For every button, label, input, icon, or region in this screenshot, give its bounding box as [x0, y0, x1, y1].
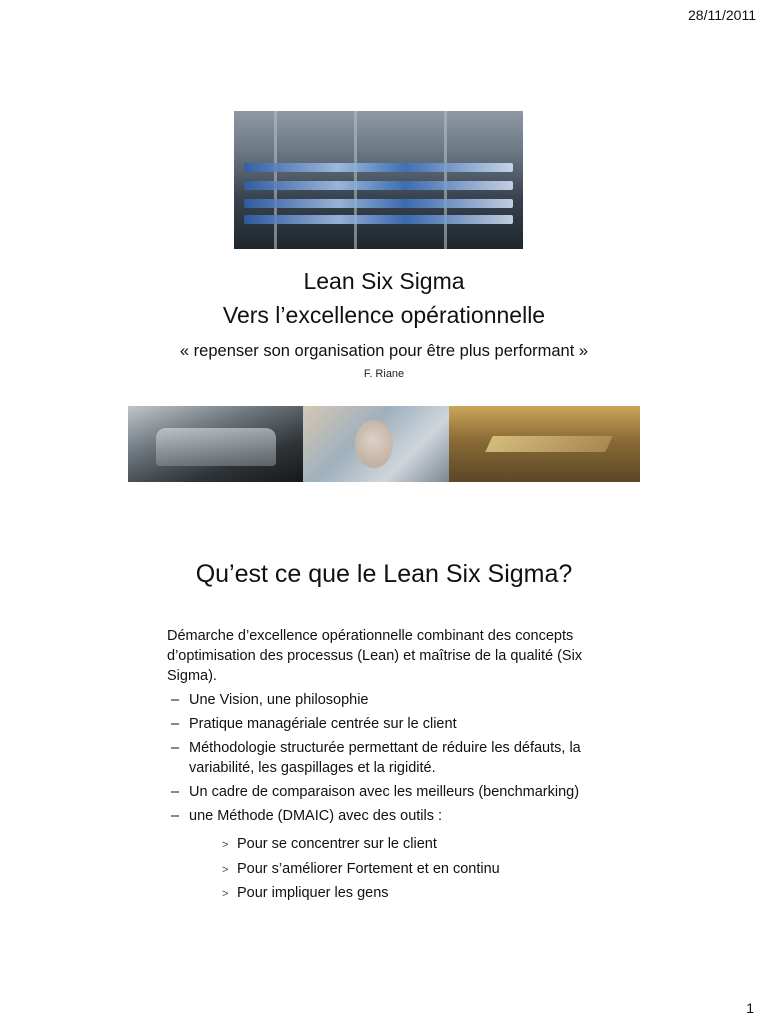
list-item: > Pour s’améliorer Fortement et en continu — [222, 859, 622, 879]
list-item: – Un cadre de comparaison avec les meilleurs (benchmarking) — [171, 784, 580, 800]
slide2-title: Qu’est ce que le Lean Six Sigma? — [195, 560, 573, 588]
chevron-right-icon: > — [222, 863, 229, 876]
slide1-title-line2: Vers l’excellence opérationnelle — [222, 302, 546, 328]
page-number: 1 — [746, 1000, 754, 1016]
industry-photo-strip — [128, 406, 640, 482]
list-item: – Méthodologie structurée permettant de réduire les défauts, la variabilité, les gaspillages et la rigidité. — [171, 740, 581, 776]
slide1-title-line1: Lean Six Sigma — [303, 268, 465, 294]
slide2-sub-bullet-list — [222, 834, 622, 908]
lab-worker-photo — [303, 406, 449, 482]
factory-bottling-line-photo — [234, 111, 523, 249]
slide1-author: F. Riane — [363, 368, 405, 380]
list-item: > Pour se concentrer sur le client — [222, 834, 622, 854]
slide2-intro: Démarche d’excellence opérationnelle combinant des concepts d’optimisation des processus (Lean) et maîtrise de la qualité (Six Sigma). — [167, 628, 583, 684]
list-item: – Pratique managériale centrée sur le client — [171, 716, 457, 732]
chevron-right-icon: > — [222, 888, 229, 900]
slide2-bullet-list — [167, 690, 627, 830]
aircraft-hangar-photo — [449, 406, 640, 482]
list-item: – Une Vision, une philosophie — [171, 692, 369, 708]
chevron-right-icon: > — [222, 839, 229, 851]
list-item: > Pour impliquer les gens — [222, 883, 622, 903]
car-assembly-photo — [128, 406, 303, 482]
slide1-subtitle: « repenser son organisation pour être plus performant » — [179, 342, 589, 360]
date-label: 28/11/2011 — [688, 7, 756, 23]
list-item: – une Méthode (DMAIC) avec des outils : — [171, 808, 443, 824]
